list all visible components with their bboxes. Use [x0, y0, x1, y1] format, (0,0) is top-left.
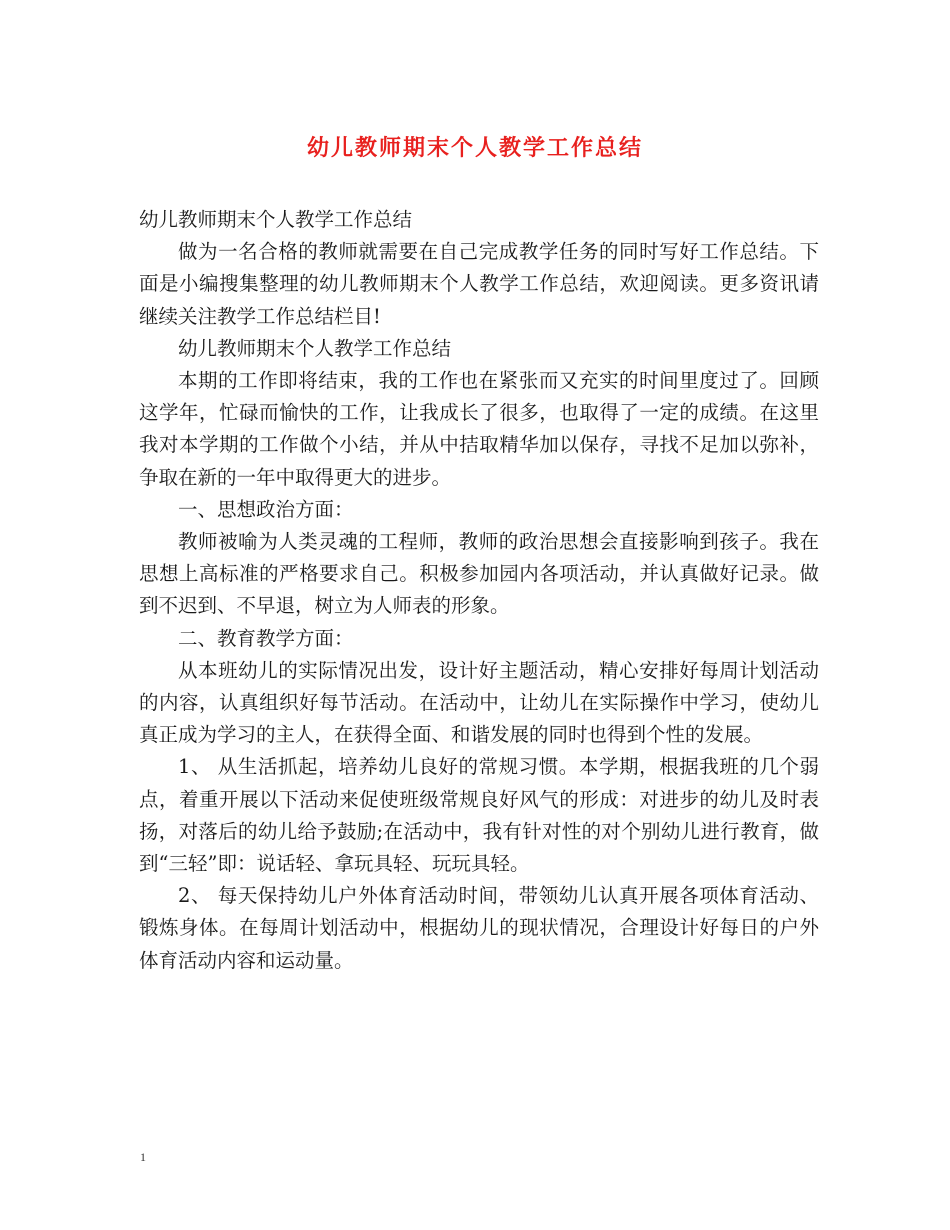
document-body	[139, 204, 819, 977]
page-number: 1	[140, 1150, 146, 1164]
body-paragraph: 幼儿教师期末个人教学工作总结	[139, 208, 413, 231]
numbered-paragraph: 2、 每天保持幼儿户外体育活动时间，带领幼儿认真开展各项体育活动、锻炼身体。在每周计划活动中，根据幼儿的现状情况，合理设计好每日的户外体育活动内容和运动量。	[139, 884, 819, 972]
numbered-paragraph: 1、 从生活抓起，培养幼儿良好的常规习惯。本学期，根据我班的几个弱点，着重开展以下活动来促使班级常规良好风气的形成：对进步的幼儿及时表扬，对落后的幼儿给予鼓励;在活动中，我有针对性的对个别幼儿进行教育，做到“三轻”即：说话轻、拿玩具轻、玩玩具轻。	[139, 755, 819, 876]
section-heading: 一、思想政治方面：	[178, 497, 354, 521]
body-paragraph: 本期的工作即将结束，我的工作也在紧张而又充实的时间里度过了。回顾这学年，忙碌而愉快的工作，让我成长了很多，也取得了一定的成绩。在这里我对本学期的工作做个小结，并从中拮取精华加以保存，寻找不足加以弥补，争取在新的一年中取得更大的进步。	[139, 369, 819, 489]
document-title: 幼儿教师期末个人教学工作总结	[306, 135, 643, 161]
body-paragraph: 教师被喻为人类灵魂的工程师，教师的政治思想会直接影响到孩子。我在思想上高标准的严格要求自己。积极参加园内各项活动，并认真做好记录。做到不迟到、不早退，树立为人师表的形象。	[139, 530, 819, 618]
body-paragraph: 幼儿教师期末个人教学工作总结	[178, 336, 452, 360]
body-paragraph: 从本班幼儿的实际情况出发，设计好主题活动，精心安排好每周计划活动的内容，认真组织好每节活动。在活动中，让幼儿在实际操作中学习，使幼儿真正成为学习的主人，在获得全面、和谐发展的同时也得到个性的发展。	[139, 658, 819, 747]
section-heading: 二、教育教学方面：	[178, 626, 354, 650]
body-paragraph: 做为一名合格的教师就需要在自己完成教学任务的同时写好工作总结。下面是小编搜集整理的幼儿教师期末个人教学工作总结，欢迎阅读。更多资讯请继续关注教学工作总结栏目!	[139, 240, 819, 328]
